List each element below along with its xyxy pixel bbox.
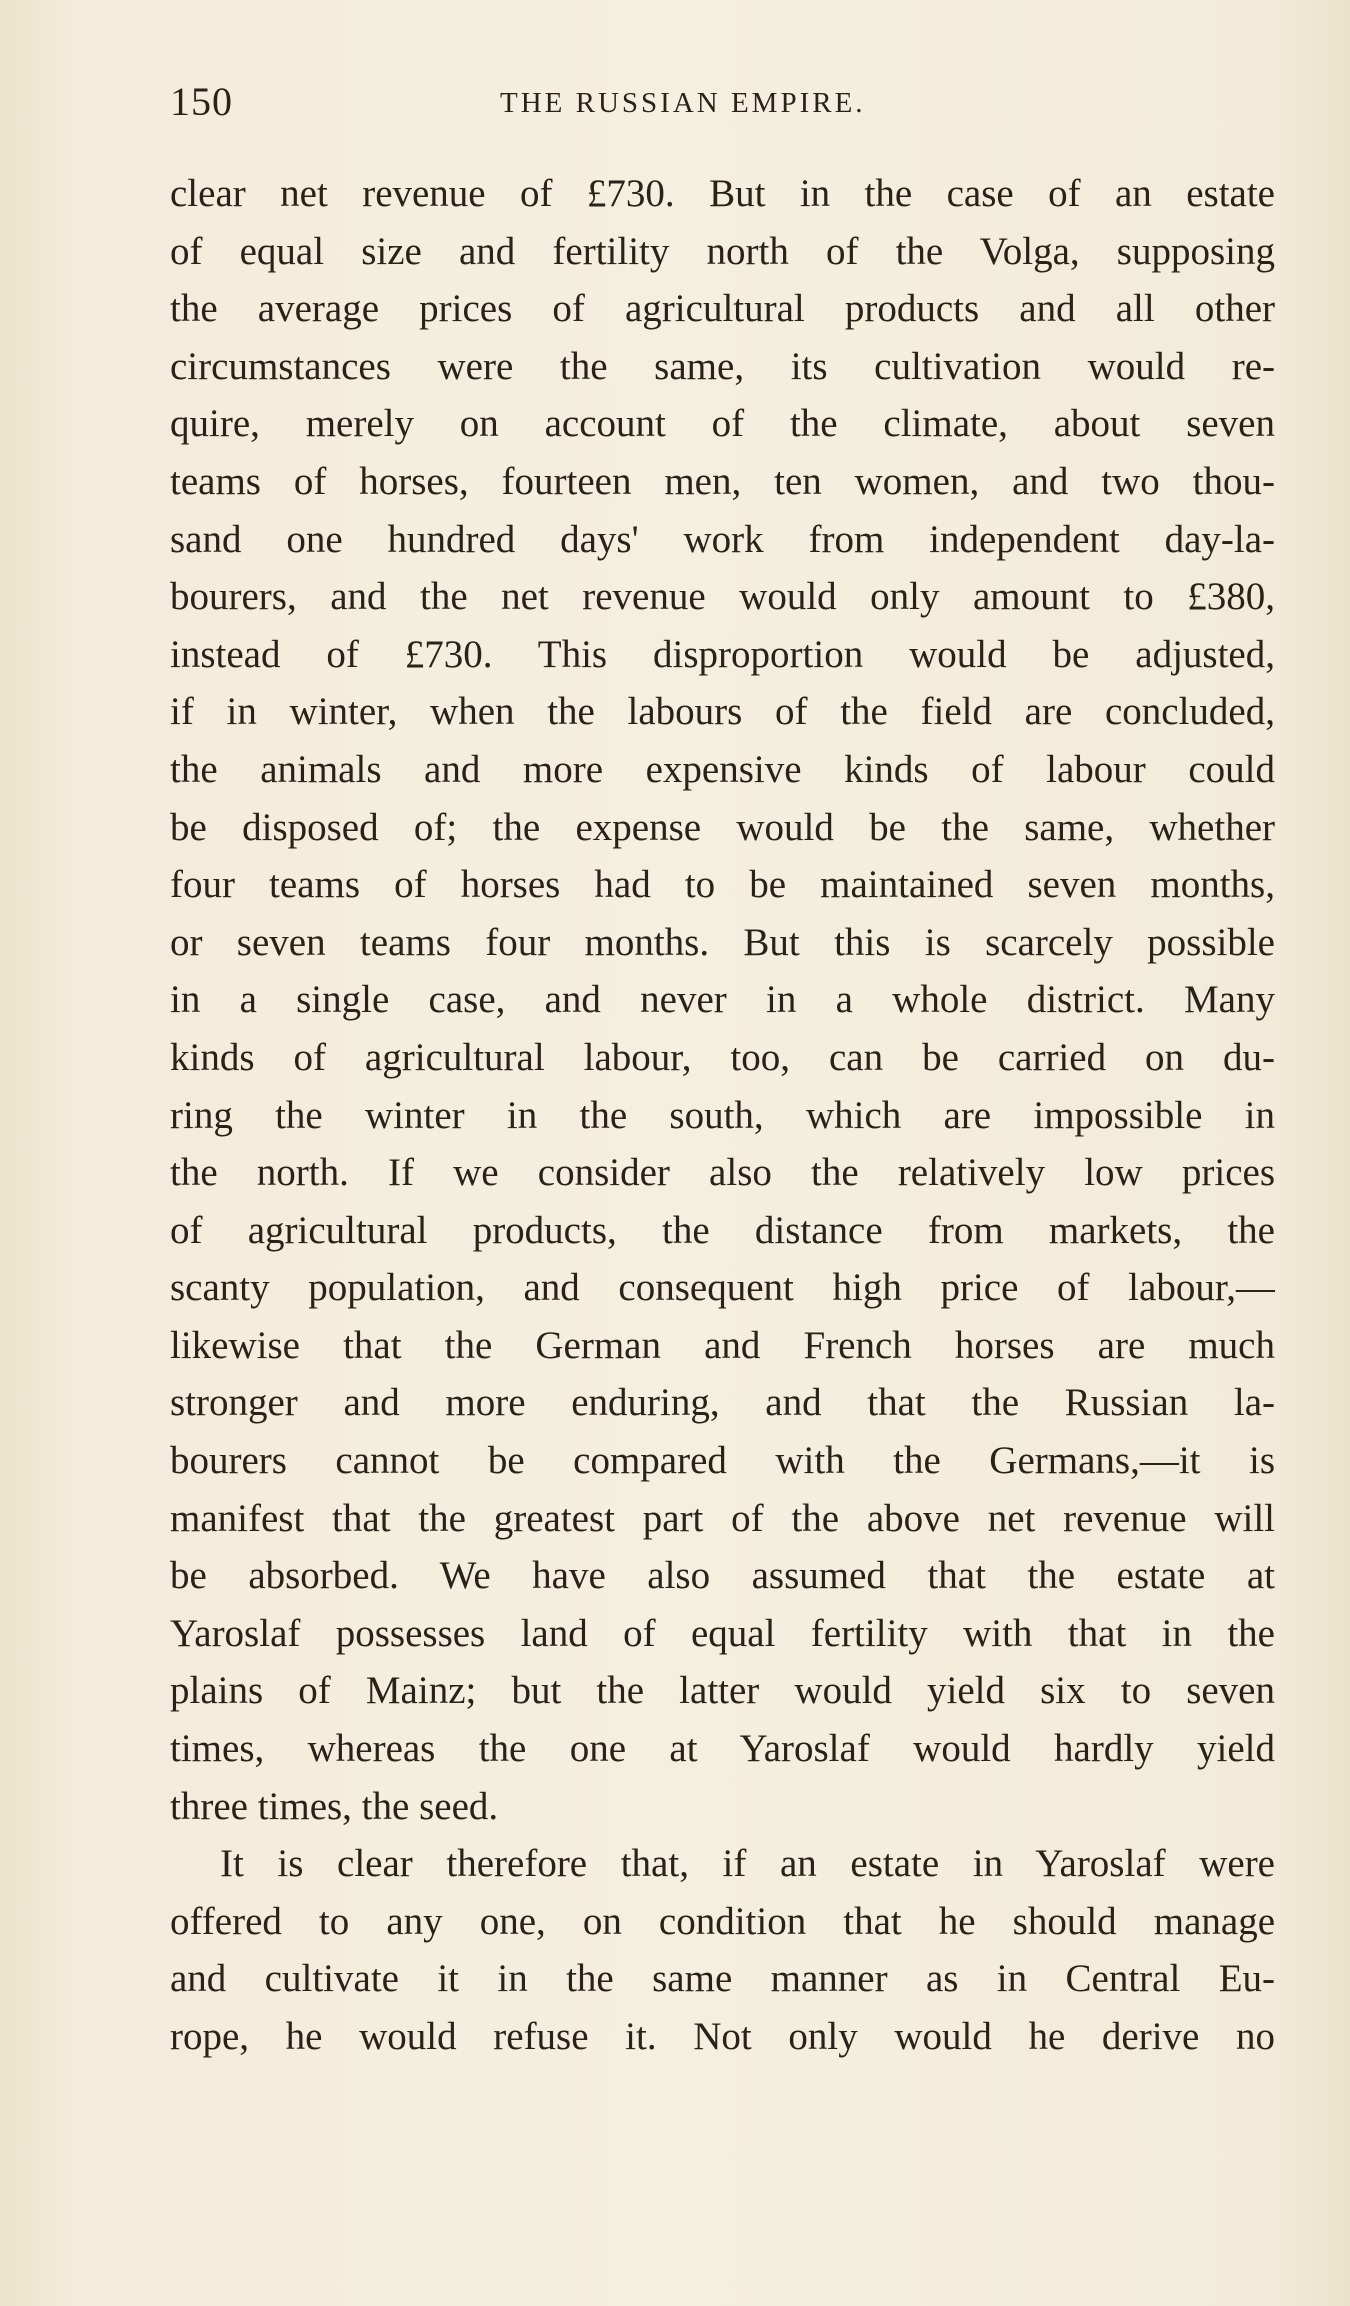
text-line: the north. If we consider also the relatively low prices xyxy=(170,1151,1275,1195)
text-line: It is clear therefore that, if an estate in Yaroslaf were xyxy=(220,1842,1275,1886)
text-line: of equal size and fertility north of the Volga, supposing xyxy=(170,229,1275,273)
text-line: circumstances were the same, its cultivation would re- xyxy=(170,344,1275,388)
paragraph xyxy=(170,1835,1275,2065)
text-line: times, whereas the one at Yaroslaf would hardly yield xyxy=(170,1727,1275,1771)
text-line: rope, he would refuse it. Not only would he derive no xyxy=(170,2015,1275,2058)
text-line: bourers cannot be compared with the Germans,—it is xyxy=(170,1439,1275,1483)
text-line: be disposed of; the expense would be the same, whether xyxy=(170,805,1275,849)
text-line: the animals and more expensive kinds of labour could xyxy=(170,747,1275,791)
text-line: stronger and more enduring, and that the Russian la- xyxy=(170,1381,1275,1425)
running-head: THE RUSSIAN EMPIRE. xyxy=(500,87,866,119)
page-header xyxy=(170,78,1270,128)
text-line: be absorbed. We have also assumed that the estate at xyxy=(170,1554,1275,1598)
text-line: instead of £730. This disproportion would be adjusted, xyxy=(170,632,1275,676)
text-line: ring the winter in the south, which are impossible in xyxy=(170,1093,1275,1137)
text-line: likewise that the German and French horses are much xyxy=(170,1323,1275,1367)
text-line: offered to any one, on condition that he should manage xyxy=(170,1899,1275,1943)
paragraph xyxy=(170,165,1275,1835)
text-line: four teams of horses had to be maintained seven months, xyxy=(170,863,1275,907)
text-line: quire, merely on account of the climate, about seven xyxy=(170,402,1275,446)
text-line: scanty population, and consequent high price of labour,— xyxy=(170,1266,1275,1310)
body-text xyxy=(170,165,1275,2066)
text-line: Yaroslaf possesses land of equal fertility with that in the xyxy=(170,1611,1275,1655)
text-line: of agricultural products, the distance from markets, the xyxy=(170,1208,1275,1252)
text-line: kinds of agricultural labour, too, can be carried on du- xyxy=(170,1035,1275,1079)
text-line: and cultivate it in the same manner as in Central Eu- xyxy=(170,1957,1275,2001)
page-number: 150 xyxy=(170,79,233,124)
text-line: or seven teams four months. But this is scarcely possible xyxy=(170,920,1275,964)
text-line: three times, the seed. xyxy=(170,1784,499,1828)
text-line: plains of Mainz; but the latter would yield six to seven xyxy=(170,1669,1275,1713)
text-line: the average prices of agricultural products and all other xyxy=(170,287,1275,331)
text-line: in a single case, and never in a whole district. Many xyxy=(170,978,1275,1022)
text-line: manifest that the greatest part of the above net revenue will xyxy=(170,1496,1275,1540)
text-line: teams of horses, fourteen men, ten women, and two thou- xyxy=(170,459,1275,503)
text-line: clear net revenue of £730. But in the case of an estate xyxy=(170,172,1275,215)
text-line: sand one hundred days' work from independent day-la- xyxy=(170,517,1275,561)
text-line: bourers, and the net revenue would only amount to £380, xyxy=(170,575,1275,619)
text-line: if in winter, when the labours of the field are concluded, xyxy=(170,690,1275,734)
